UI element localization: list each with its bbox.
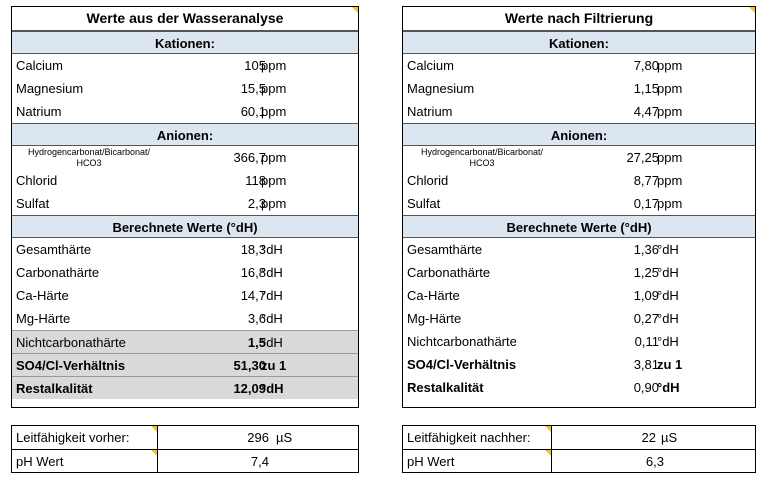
hco3-row [403, 146, 755, 169]
panel-title: Werte aus der Wasseranalyse [12, 7, 358, 31]
row-label: Leitfähigkeit vorher: [16, 430, 130, 445]
row-label: Natrium [407, 104, 453, 119]
unit-label: °dH [261, 265, 283, 280]
gesamthaerte-row [12, 238, 358, 261]
comment-marker-icon [545, 426, 551, 432]
comment-marker-icon [151, 426, 157, 432]
leitfaehigkeit-row [12, 426, 358, 449]
unit-label: °dH [657, 311, 679, 326]
comment-marker-icon [151, 450, 157, 456]
so4-cl-row [12, 353, 358, 376]
chlorid-value: 8,77 [633, 173, 659, 188]
unit-label: °dH [657, 265, 679, 280]
leitfaehigkeit-value[interactable]: 296 [247, 430, 269, 445]
unit-label: °dH [657, 288, 679, 303]
ph-row [403, 449, 755, 473]
calcium-row [403, 54, 755, 77]
row-label: Magnesium [407, 81, 475, 96]
unit-label: ppm [261, 81, 287, 96]
row-label: Magnesium [16, 81, 84, 96]
carbonathaerte-value: 1,25 [633, 265, 659, 280]
comment-marker-icon [352, 7, 358, 13]
anionen-header: Anionen: [403, 123, 755, 146]
calcium-row [12, 54, 358, 77]
unit-label: ppm [261, 58, 287, 73]
row-label: Mg-Härte [16, 311, 71, 326]
leitfaehigkeit-row [403, 426, 755, 449]
left-info-box [11, 425, 359, 473]
ca-haerte-value: 14,7 [240, 288, 266, 303]
calcium-value[interactable]: 105 [244, 58, 266, 73]
unit-label: °dH [261, 335, 283, 350]
sulfat-row [403, 192, 755, 215]
ca-haerte-value: 1,09 [633, 288, 659, 303]
mg-haerte-row [403, 307, 755, 330]
row-label: Restalkalität [407, 380, 484, 395]
unit-label: ppm [657, 81, 683, 96]
nichtcarbonathaerte-value: 1,5 [247, 335, 266, 350]
hco3-label [407, 147, 557, 169]
row-label: Sulfat [16, 196, 50, 211]
unit-label: ppm [657, 104, 683, 119]
sulfat-row [12, 192, 358, 215]
unit-label: ppm [657, 58, 683, 73]
row-label: Natrium [16, 104, 62, 119]
hco3-value: 27,25 [626, 150, 659, 165]
ph-value[interactable]: 7,4 [250, 454, 269, 469]
row-label: Restalkalität [16, 381, 93, 396]
row-label: Calcium [407, 58, 454, 73]
row-label: Ca-Härte [407, 288, 460, 303]
nichtcarbonathaerte-row [403, 330, 755, 353]
chlorid-row [12, 169, 358, 192]
unit-label: °dH [657, 380, 680, 395]
leitfaehigkeit-value[interactable]: 22 [641, 430, 656, 445]
row-label: Ca-Härte [16, 288, 69, 303]
row-label: Nichtcarbonathärte [407, 334, 517, 349]
row-label: Nichtcarbonathärte [16, 335, 126, 350]
comment-marker-icon [545, 450, 551, 456]
row-label: pH Wert [16, 454, 64, 469]
row-label: Gesamthärte [407, 242, 483, 257]
nichtcarbonathaerte-value: 0,11 [634, 334, 659, 349]
unit-label: ppm [261, 196, 287, 211]
restalkalitaet-value: 12,09 [233, 381, 266, 396]
carbonathaerte-row [403, 261, 755, 284]
so4-cl-row [403, 353, 755, 376]
unit-label: ppm [657, 196, 683, 211]
panel-title: Werte nach Filtrierung [403, 7, 755, 31]
right-info-box [402, 425, 756, 473]
so4-cl-value: 51,30 [233, 358, 266, 373]
row-label: Gesamthärte [16, 242, 92, 257]
hco3-value[interactable]: 366,7 [233, 150, 266, 165]
carbonathaerte-row [12, 261, 358, 284]
sulfat-value: 0,17 [633, 196, 659, 211]
row-label: Calcium [16, 58, 63, 73]
unit-label: °dH [657, 334, 679, 349]
chlorid-row [403, 169, 755, 192]
so4-cl-value: 3,81 [633, 357, 659, 372]
row-label: Carbonathärte [407, 265, 491, 280]
unit-label: zu 1 [657, 357, 683, 372]
unit-label: ppm [657, 173, 683, 188]
row-label: SO4/Cl-Verhältnis [407, 357, 517, 372]
unit-label: °dH [657, 242, 679, 257]
unit-label: ppm [261, 150, 287, 165]
unit-label: zu 1 [261, 358, 287, 373]
magnesium-row [403, 77, 755, 100]
ca-haerte-row [12, 284, 358, 307]
row-label: Chlorid [407, 173, 449, 188]
ph-value[interactable]: 6,3 [645, 454, 664, 469]
ph-row [12, 449, 358, 473]
calcium-value: 7,80 [633, 58, 659, 73]
row-label: Mg-Härte [407, 311, 462, 326]
mg-haerte-value: 3,6 [247, 311, 266, 326]
hco3-label-line1: Hydrogencarbonat/Bicarbonat/ [27, 147, 151, 157]
unit-label: °dH [261, 311, 283, 326]
magnesium-row [12, 77, 358, 100]
restalkalitaet-value: 0,90 [633, 380, 659, 395]
berechnet-header: Berechnete Werte (°dH) [403, 215, 755, 238]
row-label: SO4/Cl-Verhältnis [16, 358, 126, 373]
sulfat-value[interactable]: 2,3 [247, 196, 266, 211]
berechnet-header: Berechnete Werte (°dH) [12, 215, 358, 238]
analysis-panel [11, 6, 359, 408]
hco3-label-line2: HCO3 [76, 158, 102, 168]
ca-haerte-row [403, 284, 755, 307]
filtered-panel [402, 6, 756, 408]
restalkalitaet-row [12, 376, 358, 399]
row-label: Leitfähigkeit nachher: [407, 430, 531, 445]
natrium-value: 4,47 [633, 104, 659, 119]
row-label: Chlorid [16, 173, 58, 188]
gesamthaerte-value: 18,3 [240, 242, 266, 257]
unit-label: µS [661, 430, 678, 445]
hco3-row [12, 146, 358, 169]
carbonathaerte-value: 16,8 [240, 265, 266, 280]
hco3-label [14, 147, 164, 169]
unit-label: °dH [261, 242, 283, 257]
nichtcarbonathaerte-row [12, 330, 358, 353]
unit-label: ppm [261, 104, 287, 119]
hco3-label-line1: Hydrogencarbonat/Bicarbonat/ [420, 147, 544, 157]
unit-label: °dH [261, 381, 284, 396]
unit-label: ppm [657, 150, 683, 165]
natrium-row [12, 100, 358, 123]
natrium-value[interactable]: 60,1 [240, 104, 266, 119]
kationen-header: Kationen: [12, 31, 358, 54]
row-label: Sulfat [407, 196, 441, 211]
anionen-header: Anionen: [12, 123, 358, 146]
kationen-header: Kationen: [403, 31, 755, 54]
chlorid-value[interactable]: 118 [245, 173, 266, 188]
restalkalitaet-row [403, 376, 755, 399]
mg-haerte-row [12, 307, 358, 330]
magnesium-value: 1,15 [633, 81, 659, 96]
gesamthaerte-value: 1,36 [633, 242, 659, 257]
row-label: Carbonathärte [16, 265, 100, 280]
unit-label: ppm [261, 173, 287, 188]
magnesium-value[interactable]: 15,5 [240, 81, 266, 96]
comment-marker-icon [749, 7, 755, 13]
gesamthaerte-row [403, 238, 755, 261]
unit-label: °dH [261, 288, 283, 303]
row-label: pH Wert [407, 454, 455, 469]
hco3-label-line2: HCO3 [469, 158, 495, 168]
mg-haerte-value: 0,27 [633, 311, 659, 326]
natrium-row [403, 100, 755, 123]
unit-label: µS [276, 430, 293, 445]
